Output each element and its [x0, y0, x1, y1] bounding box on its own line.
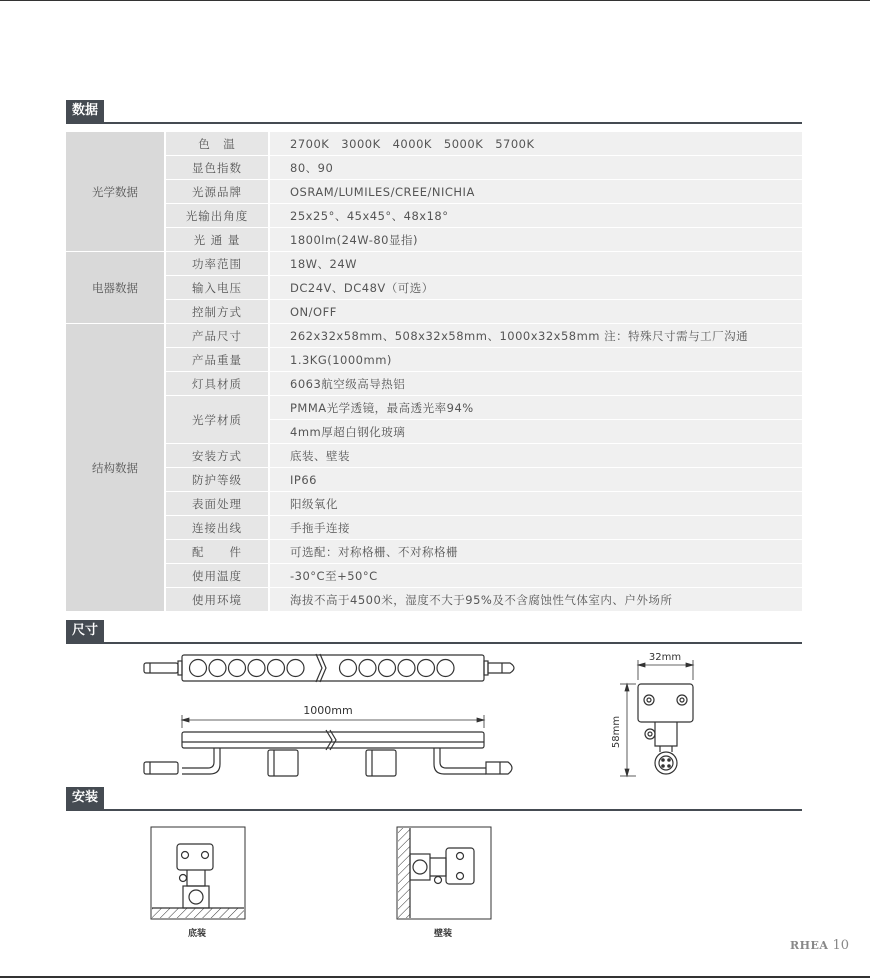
spec-value: 18W、24W: [270, 252, 802, 276]
spec-row: [66, 468, 802, 492]
spec-row: [66, 348, 802, 372]
height-label: 58mm: [611, 715, 622, 749]
spec-value: 阳级氧化: [270, 492, 802, 516]
wall-mount-caption: 壁装: [434, 929, 453, 939]
spec-label: 配 件: [166, 540, 270, 564]
spec-value: 手拖手连接: [270, 516, 802, 540]
spec-label: 使用温度: [166, 564, 270, 588]
bottom-mount-drawing: [150, 826, 246, 920]
lens-circle: [268, 660, 285, 677]
spec-value: 25x25°、45x45°、48x18°: [270, 204, 802, 228]
spec-row: [66, 396, 802, 420]
end-view-drawing: [600, 648, 710, 780]
spec-row: [66, 516, 802, 540]
spec-row: [66, 588, 802, 612]
spec-value: PMMA光学透镜，最高透光率94%: [270, 396, 802, 420]
spec-row: [66, 324, 802, 348]
section-header-data: [66, 100, 802, 124]
spec-value: 底装、壁装: [270, 444, 802, 468]
spec-value: -30°C至+50°C: [270, 564, 802, 588]
lens-circle: [229, 660, 246, 677]
divider: [66, 809, 802, 811]
spec-label: 控制方式: [166, 300, 270, 324]
lens-circle: [248, 660, 265, 677]
section-title: 数据: [66, 100, 104, 122]
lens-circle: [437, 660, 454, 677]
spec-row: [66, 492, 802, 516]
section-header-install: [66, 787, 802, 811]
side-view-bar: [144, 730, 512, 776]
section-title: 尺寸: [66, 620, 104, 642]
spec-label: 安装方式: [166, 444, 270, 468]
divider: [66, 122, 802, 124]
spec-label: 光输出角度: [166, 204, 270, 228]
spec-value: 1.3KG(1000mm): [270, 348, 802, 372]
lens-circle: [190, 660, 207, 677]
lens-circle: [398, 660, 415, 677]
spec-row: [66, 300, 802, 324]
lens-circle: [287, 660, 304, 677]
spec-row: [66, 444, 802, 468]
spec-row: [66, 276, 802, 300]
spec-row: [66, 156, 802, 180]
spec-label: 产品重量: [166, 348, 270, 372]
spec-label: 表面处理: [166, 492, 270, 516]
spec-value: 262x32x58mm、508x32x58mm、1000x32x58mm 注：特殊尺寸需与工厂沟通: [270, 324, 802, 348]
spec-label: 产品尺寸: [166, 324, 270, 348]
spec-value: 可选配：对称格栅、不对称格栅: [270, 540, 802, 564]
page-number: 10: [832, 938, 850, 953]
lens-circle: [359, 660, 376, 677]
spec-label: 色 温: [166, 132, 270, 156]
spec-value: 海拔不高于4500米，湿度不大于95%及不含腐蚀性气体室内、户外场所: [270, 588, 802, 612]
lens-circle: [209, 660, 226, 677]
spec-value: DC24V、DC48V（可选）: [270, 276, 802, 300]
top-view-bar: [144, 655, 514, 681]
spec-row: [66, 132, 802, 156]
lens-circle: [418, 660, 435, 677]
top-rule: [0, 0, 870, 1]
divider: [66, 642, 802, 644]
spec-value: IP66: [270, 468, 802, 492]
spec-group-label: 光学数据: [66, 132, 166, 252]
spec-row: [66, 540, 802, 564]
spec-row: [66, 204, 802, 228]
spec-label: 输入电压: [166, 276, 270, 300]
spec-label: 灯具材质: [166, 372, 270, 396]
spec-value: ON/OFF: [270, 300, 802, 324]
spec-label: 防护等级: [166, 468, 270, 492]
spec-value: 2700K 3000K 4000K 5000K 5700K: [270, 132, 802, 156]
spec-value: OSRAM/LUMILES/CREE/NICHIA: [270, 180, 802, 204]
length-label: 1000mm: [303, 704, 353, 717]
spec-row: [66, 564, 802, 588]
spec-value: 6063航空级高导热铝: [270, 372, 802, 396]
spec-group-label: 结构数据: [66, 324, 166, 612]
spec-label: 光 通 量: [166, 228, 270, 252]
bottom-rule: [0, 976, 870, 978]
spec-group-label: 电器数据: [66, 252, 166, 324]
spec-label: 显色指数: [166, 156, 270, 180]
spec-value: 80、90: [270, 156, 802, 180]
spec-value: 4mm厚超白钢化玻璃: [270, 420, 802, 444]
spec-label: 光学材质: [166, 396, 270, 444]
lens-circle: [340, 660, 357, 677]
spec-label: 功率范围: [166, 252, 270, 276]
spec-label: 使用环境: [166, 588, 270, 612]
section-header-dimensions: [66, 620, 802, 644]
spec-label: 光源品牌: [166, 180, 270, 204]
spec-row: [66, 372, 802, 396]
spec-row: [66, 180, 802, 204]
spec-row: [66, 252, 802, 276]
bottom-mount-caption: 底装: [188, 929, 207, 939]
spec-label: 连接出线: [166, 516, 270, 540]
brand-name: RHEA: [790, 939, 829, 952]
wall-mount-drawing: [396, 826, 492, 920]
spec-value: 1800lm(24W-80显指): [270, 228, 802, 252]
width-label: 32mm: [648, 652, 682, 663]
spec-table: [66, 132, 802, 612]
spec-row: [66, 228, 802, 252]
footer-brand: [790, 938, 849, 953]
section-title: 安装: [66, 787, 104, 809]
lens-circle: [379, 660, 396, 677]
product-dimension-drawing: [140, 650, 530, 782]
